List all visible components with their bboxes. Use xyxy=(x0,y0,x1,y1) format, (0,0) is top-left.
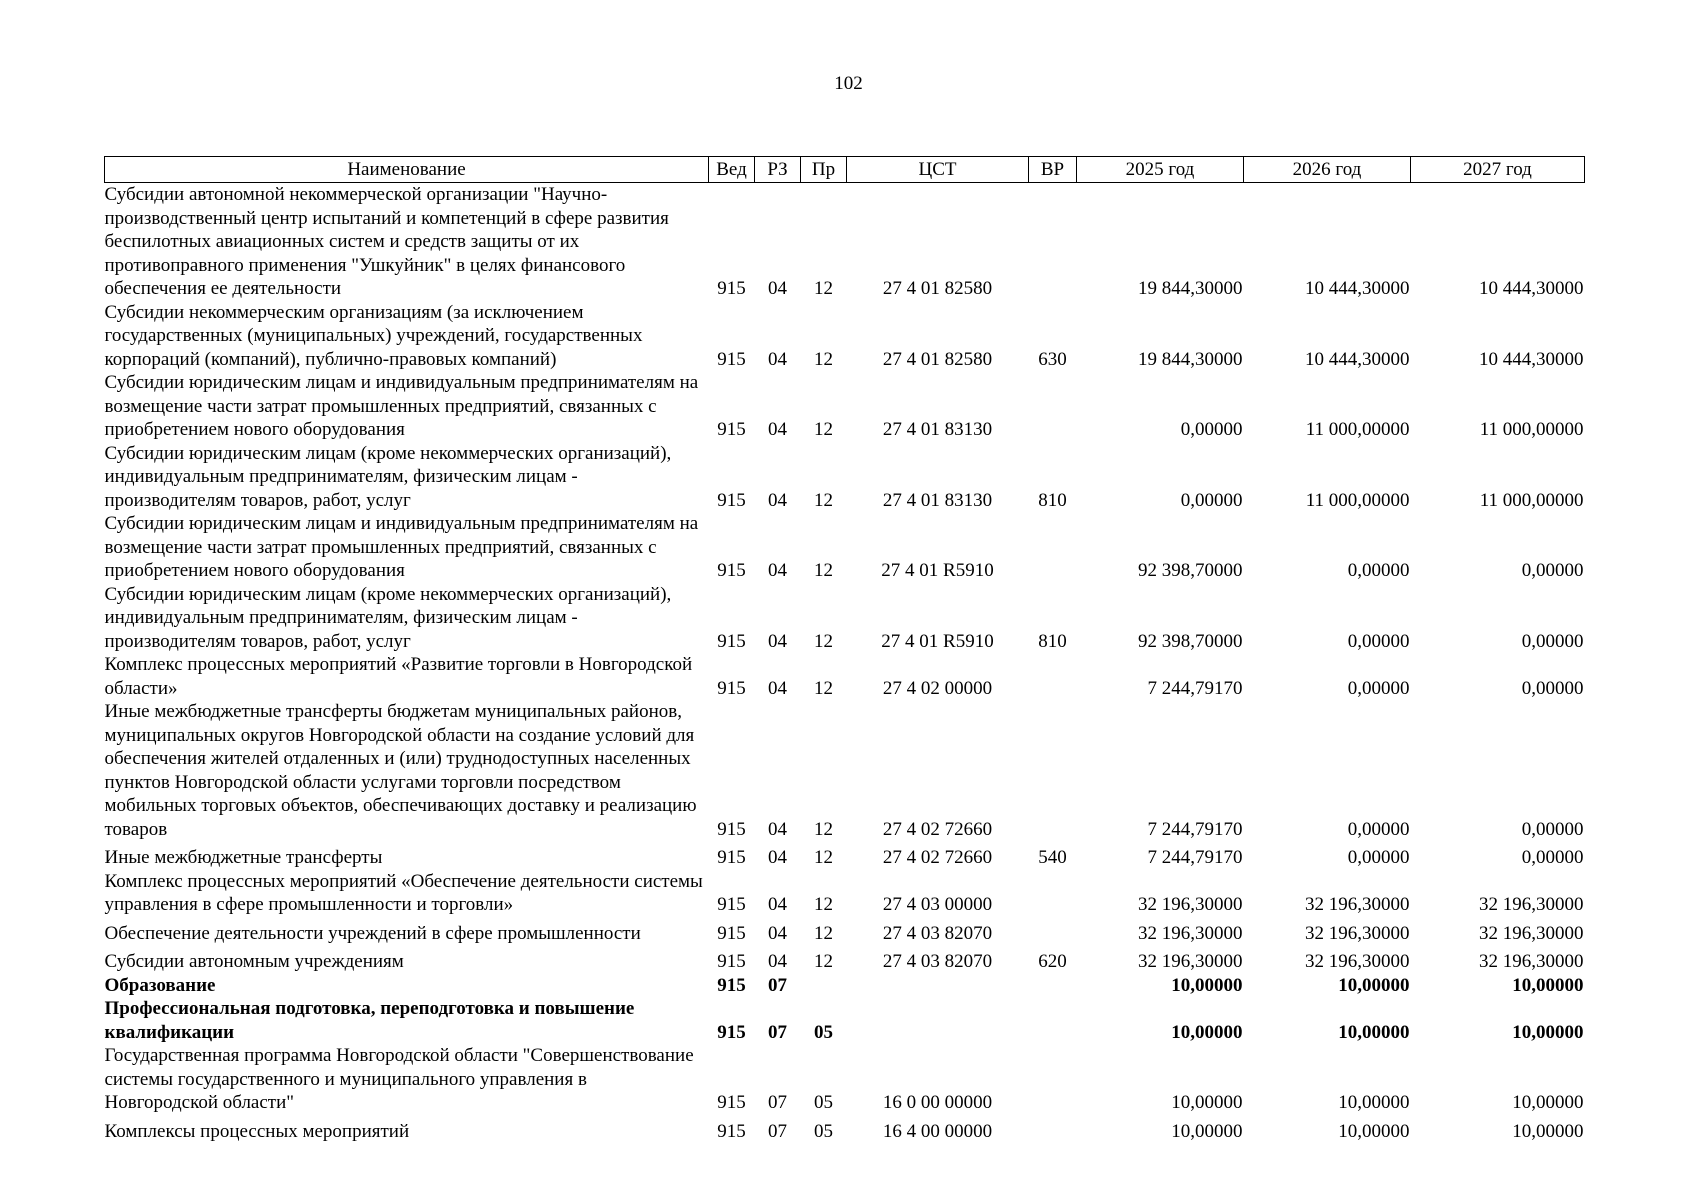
row-rz: 04 xyxy=(768,560,787,581)
table-row xyxy=(105,512,1585,583)
row-2025: 19 844,30000 xyxy=(1138,348,1243,370)
table-row xyxy=(105,371,1585,442)
row-2026: 11 000,00000 xyxy=(1305,489,1410,511)
table-row xyxy=(105,1044,1585,1115)
row-cst: 27 4 01 R5910 xyxy=(881,630,994,652)
row-vr xyxy=(1029,870,1077,917)
budget-table xyxy=(104,156,1585,1143)
header-row xyxy=(105,157,1585,183)
row-vr xyxy=(1029,512,1077,583)
row-name: Обеспечение деятельности учреждений в сфере промышленности xyxy=(104,922,641,944)
row-2027: 0,00000 xyxy=(1521,560,1584,581)
row-pr: 05 xyxy=(814,1092,833,1113)
row-cst xyxy=(847,974,1029,998)
row-rz: 07 xyxy=(768,974,787,996)
row-2027: 10,00000 xyxy=(1512,1021,1584,1043)
row-pr: 12 xyxy=(814,419,833,440)
row-rz: 04 xyxy=(768,818,787,840)
row-pr: 12 xyxy=(814,847,833,868)
row-rz: 04 xyxy=(768,278,787,299)
row-name: Комплексы процессных мероприятий xyxy=(104,1120,410,1142)
table-row xyxy=(105,841,1585,870)
row-vr: 540 xyxy=(1038,847,1067,868)
row-pr: 05 xyxy=(814,1021,833,1043)
row-2025: 10,00000 xyxy=(1171,974,1243,996)
row-ved: 915 xyxy=(717,974,746,996)
table-row xyxy=(105,997,1585,1044)
row-2027: 10,00000 xyxy=(1512,974,1584,996)
table-row xyxy=(105,583,1585,654)
row-2025: 0,00000 xyxy=(1180,489,1243,511)
row-2027: 0,00000 xyxy=(1521,677,1584,699)
row-vr xyxy=(1029,700,1077,841)
row-ved: 915 xyxy=(717,419,746,440)
row-name: Субсидии автономной некоммерческой организации "Научно-производственный центр испытаний и компетенций в сфере развития беспилотных авиационных систем и средств защиты от их противоправного применения "Ушкуйник" в целях финансового обеспечения ее деятельности xyxy=(104,184,669,299)
row-pr: 12 xyxy=(814,818,833,840)
row-2026: 0,00000 xyxy=(1347,630,1410,652)
row-2027: 32 196,30000 xyxy=(1479,922,1584,944)
row-2026: 0,00000 xyxy=(1347,847,1410,868)
table-row xyxy=(105,1115,1585,1144)
row-cst: 27 4 01 82580 xyxy=(882,278,993,299)
table-row xyxy=(105,945,1585,974)
row-cst: 27 4 01 82580 xyxy=(882,348,993,370)
row-2027: 32 196,30000 xyxy=(1479,894,1584,915)
header-vr: ВР xyxy=(1029,157,1077,183)
header-2025: 2025 год xyxy=(1077,157,1244,183)
row-rz: 04 xyxy=(768,677,787,699)
row-2027: 10 444,30000 xyxy=(1479,278,1584,299)
row-2025: 10,00000 xyxy=(1171,1092,1243,1113)
row-vr: 810 xyxy=(1038,630,1067,652)
row-pr: 12 xyxy=(814,278,833,299)
row-2026: 10,00000 xyxy=(1338,974,1410,996)
row-vr xyxy=(1029,183,1077,301)
row-2025: 92 398,70000 xyxy=(1138,560,1243,581)
row-2025: 7 244,79170 xyxy=(1147,818,1243,840)
header-rz: РЗ xyxy=(755,157,801,183)
page-number: 102 xyxy=(834,73,863,94)
row-name: Субсидии юридическим лицам и индивидуальным предпринимателям на возмещение части затрат промышленных предприятий, связанных с приобретением нового оборудования xyxy=(104,372,699,440)
row-2026: 10,00000 xyxy=(1338,1120,1410,1142)
row-rz: 07 xyxy=(768,1021,787,1043)
header-2027: 2027 год xyxy=(1411,157,1585,183)
row-2026: 10 444,30000 xyxy=(1305,348,1410,370)
row-rz: 04 xyxy=(768,489,787,511)
row-cst: 27 4 02 72660 xyxy=(882,847,993,868)
header-ved: Вед xyxy=(709,157,755,183)
row-vr xyxy=(1029,917,1077,946)
row-vr xyxy=(1029,1115,1077,1144)
row-2025: 32 196,30000 xyxy=(1138,922,1243,944)
row-name: Субсидии юридическим лицам (кроме некоммерческих организаций), индивидуальным предпринимателям, физическим лицам - производителям товаров, работ, услуг xyxy=(104,442,672,511)
row-2026: 32 196,30000 xyxy=(1305,894,1410,915)
row-rz: 07 xyxy=(768,1120,787,1142)
row-pr xyxy=(801,974,847,998)
row-ved: 915 xyxy=(717,278,746,299)
row-2027: 0,00000 xyxy=(1521,630,1584,652)
row-ved: 915 xyxy=(717,922,746,944)
row-2027: 10,00000 xyxy=(1512,1092,1584,1113)
row-2026: 0,00000 xyxy=(1347,677,1410,699)
row-2027: 32 196,30000 xyxy=(1479,951,1584,972)
row-ved: 915 xyxy=(717,348,746,370)
table-row xyxy=(105,301,1585,372)
row-2026: 0,00000 xyxy=(1347,818,1410,840)
row-ved: 915 xyxy=(717,894,746,915)
row-cst: 27 4 03 82070 xyxy=(882,951,993,972)
row-rz: 04 xyxy=(768,847,787,868)
row-ved: 915 xyxy=(717,847,746,868)
row-name: Субсидии автономным учреждениям xyxy=(104,951,404,972)
row-2025: 10,00000 xyxy=(1171,1021,1243,1043)
table-row xyxy=(105,442,1585,513)
row-vr xyxy=(1029,974,1077,998)
row-rz: 04 xyxy=(768,419,787,440)
row-pr: 12 xyxy=(814,348,833,370)
row-rz: 04 xyxy=(768,894,787,915)
row-2026: 0,00000 xyxy=(1347,560,1410,581)
row-vr xyxy=(1029,997,1077,1044)
table-row xyxy=(105,917,1585,946)
row-2025: 7 244,79170 xyxy=(1147,847,1243,868)
row-2025: 10,00000 xyxy=(1171,1120,1243,1142)
row-name: Субсидии юридическим лицам (кроме некоммерческих организаций), индивидуальным предпринимателям, физическим лицам - производителям товаров, работ, услуг xyxy=(104,583,672,652)
row-pr: 12 xyxy=(814,560,833,581)
row-2025: 7 244,79170 xyxy=(1147,677,1243,699)
row-pr: 12 xyxy=(814,489,833,511)
row-2027: 11 000,00000 xyxy=(1479,419,1584,440)
row-vr: 630 xyxy=(1038,348,1067,370)
row-pr: 12 xyxy=(814,677,833,699)
row-name: Комплекс процессных мероприятий «Развитие торговли в Новгородской области» xyxy=(104,654,693,699)
row-2027: 10 444,30000 xyxy=(1479,348,1584,370)
row-pr: 05 xyxy=(814,1120,833,1142)
row-cst: 27 4 02 72660 xyxy=(882,818,993,840)
row-rz: 04 xyxy=(768,922,787,944)
row-pr: 12 xyxy=(814,630,833,652)
row-ved: 915 xyxy=(717,677,746,699)
row-2026: 11 000,00000 xyxy=(1305,419,1410,440)
row-ved: 915 xyxy=(717,951,746,972)
row-name: Комплекс процессных мероприятий «Обеспечение деятельности системы управления в сфере промышленности и торговли» xyxy=(104,870,703,915)
table-row xyxy=(105,653,1585,700)
row-vr xyxy=(1029,1044,1077,1115)
row-cst: 27 4 03 82070 xyxy=(882,922,993,944)
row-cst: 27 4 02 00000 xyxy=(882,677,993,699)
row-ved: 915 xyxy=(717,560,746,581)
row-name: Субсидии некоммерческим организациям (за исключением государственных (муниципальных) учреждений, государственных корпораций (компаний), публично-правовых компаний) xyxy=(104,301,643,370)
row-name: Образование xyxy=(104,974,216,996)
row-vr xyxy=(1029,371,1077,442)
row-ved: 915 xyxy=(717,1021,746,1043)
row-rz: 04 xyxy=(768,630,787,652)
row-rz: 07 xyxy=(768,1092,787,1113)
table-row xyxy=(105,870,1585,917)
row-name: Субсидии юридическим лицам и индивидуальным предпринимателям на возмещение части затрат промышленных предприятий, связанных с приобретением нового оборудования xyxy=(104,513,699,581)
row-ved: 915 xyxy=(717,630,746,652)
row-2025: 32 196,30000 xyxy=(1138,951,1243,972)
row-rz: 04 xyxy=(768,348,787,370)
row-ved: 915 xyxy=(717,818,746,840)
header-name: Наименование xyxy=(105,157,709,183)
row-2026: 10,00000 xyxy=(1338,1092,1410,1113)
row-name: Иные межбюджетные трансферты xyxy=(104,847,383,868)
table-row xyxy=(105,974,1585,998)
row-cst: 27 4 03 00000 xyxy=(882,894,993,915)
row-2027: 0,00000 xyxy=(1521,847,1584,868)
row-vr: 810 xyxy=(1038,489,1067,511)
row-2027: 0,00000 xyxy=(1521,818,1584,840)
row-vr: 620 xyxy=(1038,951,1067,972)
row-2026: 10 444,30000 xyxy=(1305,278,1410,299)
row-cst: 27 4 01 83130 xyxy=(882,489,993,511)
row-2027: 10,00000 xyxy=(1512,1120,1584,1142)
row-2025: 92 398,70000 xyxy=(1138,630,1243,652)
table-row xyxy=(105,700,1585,841)
table-row xyxy=(105,183,1585,301)
row-cst: 27 4 01 R5910 xyxy=(881,560,994,581)
row-cst xyxy=(847,997,1029,1044)
row-name: Профессиональная подготовка, переподготовка и повышение квалификации xyxy=(104,998,635,1043)
row-cst: 16 4 00 00000 xyxy=(882,1120,993,1142)
row-name: Государственная программа Новгородской области "Совершенствование системы государственного и муниципального управления в Новгородской области" xyxy=(104,1045,694,1113)
header-2026: 2026 год xyxy=(1244,157,1411,183)
row-2026: 32 196,30000 xyxy=(1305,951,1410,972)
row-pr: 12 xyxy=(814,922,833,944)
header-cst: ЦСТ xyxy=(847,157,1029,183)
header-pr: Пр xyxy=(801,157,847,183)
row-name: Иные межбюджетные трансферты бюджетам муниципальных районов, муниципальных округов Новгородской области на создание условий для обеспечения жителей отдаленных и (или) труднодоступных населенных пунктов Новгородской области услугами торговли посредством мобильных торговых объектов, обеспечивающих доставку и реализацию товаров xyxy=(104,701,697,840)
row-ved: 915 xyxy=(717,1092,746,1113)
row-ved: 915 xyxy=(717,1120,746,1142)
row-2025: 32 196,30000 xyxy=(1138,894,1243,915)
row-cst: 16 0 00 00000 xyxy=(882,1092,993,1113)
row-ved: 915 xyxy=(717,489,746,511)
row-cst: 27 4 01 83130 xyxy=(882,419,993,440)
row-2025: 19 844,30000 xyxy=(1138,278,1243,299)
row-2026: 10,00000 xyxy=(1338,1021,1410,1043)
row-pr: 12 xyxy=(814,894,833,915)
row-2025: 0,00000 xyxy=(1180,419,1243,440)
row-pr: 12 xyxy=(814,951,833,972)
row-2026: 32 196,30000 xyxy=(1305,922,1410,944)
row-vr xyxy=(1029,653,1077,700)
row-2027: 11 000,00000 xyxy=(1479,489,1584,511)
row-rz: 04 xyxy=(768,951,787,972)
